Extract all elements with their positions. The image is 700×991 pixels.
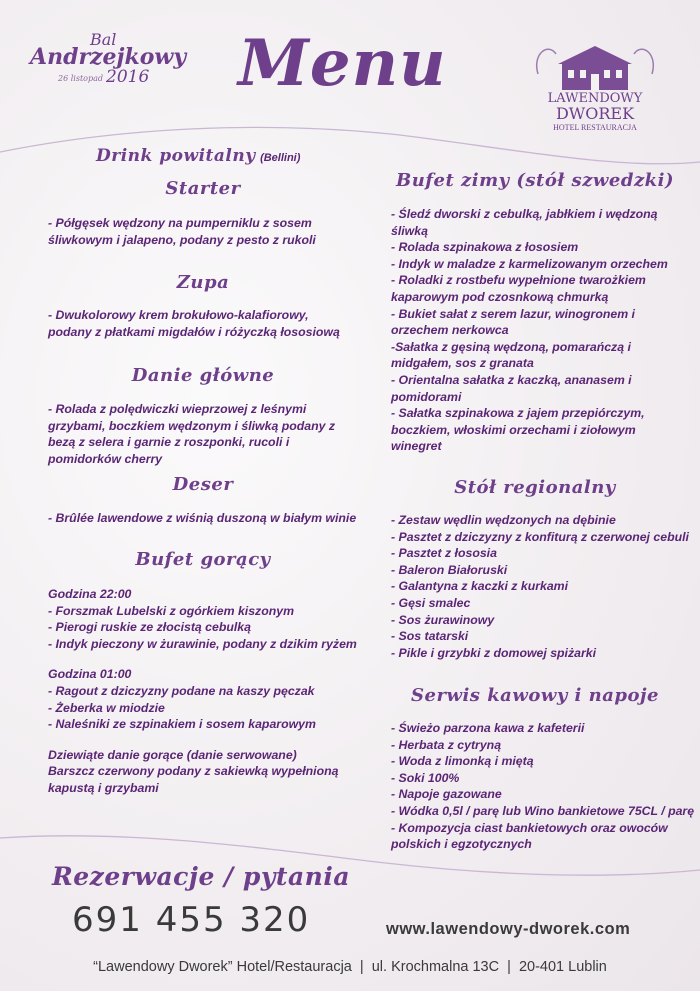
phone-number[interactable]: 691 455 320: [72, 900, 311, 940]
regional-title: Stół regionalny: [454, 477, 616, 498]
list-item: grzybami, boczkiem wędzonym i śliwką podany z: [48, 418, 336, 433]
dessert-list: [48, 510, 378, 527]
list-item: - Śledź dworski z cebulką, jabłkiem i wędzoną: [391, 207, 658, 221]
list-item: orzechem nerkowca: [391, 323, 509, 338]
list-item: - Żeberka w miodzie: [48, 700, 165, 715]
list-item: - Gęsi smalec: [391, 595, 471, 610]
list-item: - Pasztet z dziczyzny z konfiturą z czerwonej cebuli: [391, 529, 689, 544]
list-item: kaparowym pod czosnkową chmurką: [391, 289, 609, 304]
list-item: - Herbata z cytryną: [391, 737, 502, 752]
list-item: polskich i egzotycznych: [391, 837, 532, 852]
list-item: - Bukiet sałat z serem lazur, winogronem i: [391, 306, 635, 321]
list-item: - Pasztet z łososia: [391, 546, 497, 561]
list-item: Barszcz czerwony podany z sakiewką wypełnioną: [48, 764, 339, 779]
coffee-title: Serwis kawowy i napoje: [411, 685, 659, 706]
main-title: Danie główne: [131, 365, 275, 386]
logo: [530, 34, 660, 134]
list-item: - Rolada z polędwiczki wieprzowej z leśnymi: [48, 402, 307, 416]
starter-title: Starter: [165, 178, 241, 199]
cold-buffet-title: Bufet zimy (stół szwedzki): [395, 170, 674, 191]
list-item: - Świeżo parzona kawa z kafeterii: [391, 721, 585, 735]
dessert-title: Deser: [172, 474, 234, 495]
list-item: - Napoje gazowane: [391, 787, 502, 802]
page-title: Menu: [238, 26, 447, 101]
list-item: boczkiem, włoskimi orzechami i ziołowym: [391, 422, 636, 437]
drink-title: Drink powitalny: [96, 146, 256, 166]
address: “Lawendowy Dworek” Hotel/Restauracja | ul. Krochmalna 13C | 20-401 Lublin: [93, 959, 607, 975]
drink-note: (Bellini): [260, 152, 301, 164]
event-date: 26 listopad: [58, 74, 103, 83]
list-item: pomidorami: [391, 389, 462, 404]
list-item: - Brûlée lawendowe z wiśnią duszoną w białym winie: [48, 511, 357, 525]
event-line2: Andrzejkowy: [30, 44, 187, 70]
list-item: - Roladki z rostbefu wypełnione twarożkiem: [391, 273, 646, 288]
list-item: midgałem, sos z granata: [391, 356, 534, 371]
list-item: - Półgęsek wędzony na pumperniklu z sosem: [48, 216, 312, 230]
list-item: - Pierogi ruskie ze złocistą cebulką: [48, 620, 251, 635]
list-item: - Ragout z dziczyzny podane na kaszy pęczak: [48, 683, 315, 698]
list-item: -Sałatka z gęsiną wędzoną, pomarańczą i: [391, 339, 631, 354]
list-item: - Zestaw wędlin wędzonych na dębinie: [391, 513, 616, 527]
list-item: - Orientalna sałatka z kaczką, ananasem i: [391, 372, 632, 387]
drink-heading: [96, 146, 300, 166]
starter-list: [48, 215, 368, 248]
list-item: winegret: [391, 439, 442, 454]
hot-time-2: Godzina 01:00: [48, 667, 132, 682]
list-item: - Sos żurawinowy: [391, 612, 495, 627]
list-item: kapustą i grzybami: [48, 780, 159, 795]
list-item: - Wódka 0,5l / parę lub Wino bankietowe 75CL / parę: [391, 803, 695, 818]
soup-list: [48, 307, 378, 340]
hot-buffet-list: [48, 586, 378, 797]
list-item: - Baleron Białoruski: [391, 562, 508, 577]
ninth-course-title: Dziewiąte danie gorące (danie serwowane): [48, 747, 297, 762]
soup-title: Zupa: [176, 272, 230, 293]
list-item: - Forszmak Lubelski z ogórkiem kiszonym: [48, 603, 295, 618]
list-item: śliwką: [391, 223, 428, 238]
list-item: - Kompozycja ciast bankietowych oraz owoców: [391, 820, 668, 835]
list-item: podany z płatkami migdałów i różyczką łososiową: [48, 324, 340, 339]
list-item: - Soki 100%: [391, 770, 460, 785]
regional-list: [391, 512, 696, 661]
website-link[interactable]: www.lawendowy-dworek.com: [386, 920, 631, 938]
list-item: śliwkowym i jalapeno, podany z pesto z rukoli: [48, 232, 316, 247]
list-item: - Dwukolorowy krem brokułowo-kalafiorowy,: [48, 308, 309, 322]
logo-house-icon: [530, 34, 660, 96]
logo-line2: DWOREK: [555, 104, 635, 123]
list-item: bezą z selera i garnie z roszponki, rucoli i: [48, 435, 290, 450]
list-item: pomidorków cherry: [48, 451, 163, 466]
list-item: - Pikle i grzybki z domowej spiżarki: [391, 645, 597, 660]
list-item: - Galantyna z kaczki z kurkami: [391, 579, 569, 594]
hot-buffet-title: Bufet gorący: [135, 549, 271, 570]
event-year: 2016: [106, 67, 150, 87]
list-item: - Sałatka szpinakowa z jajem przepiórczym,: [391, 406, 645, 421]
list-item: - Naleśniki ze szpinakiem i sosem kaparowym: [48, 717, 316, 732]
main-list: [48, 401, 378, 467]
logo-line1: LAWENDOWY: [547, 91, 643, 106]
list-item: - Indyk pieczony w żurawinie, podany z dzikim ryżem: [48, 636, 357, 651]
event-line1: Bal: [90, 30, 117, 49]
coffee-list: [391, 720, 696, 853]
hot-time-1: Godzina 22:00: [48, 587, 132, 601]
cold-buffet-list: [391, 206, 691, 455]
reservations-title: Rezerwacje / pytania: [52, 862, 351, 891]
list-item: - Indyk w maladze z karmelizowanym orzechem: [391, 256, 668, 271]
list-item: - Rolada szpinakowa z łososiem: [391, 240, 579, 255]
list-item: - Sos tatarski: [391, 629, 469, 644]
list-item: - Woda z limonką i miętą: [391, 754, 534, 769]
logo-line3: HOTEL RESTAURACJA: [553, 123, 637, 132]
